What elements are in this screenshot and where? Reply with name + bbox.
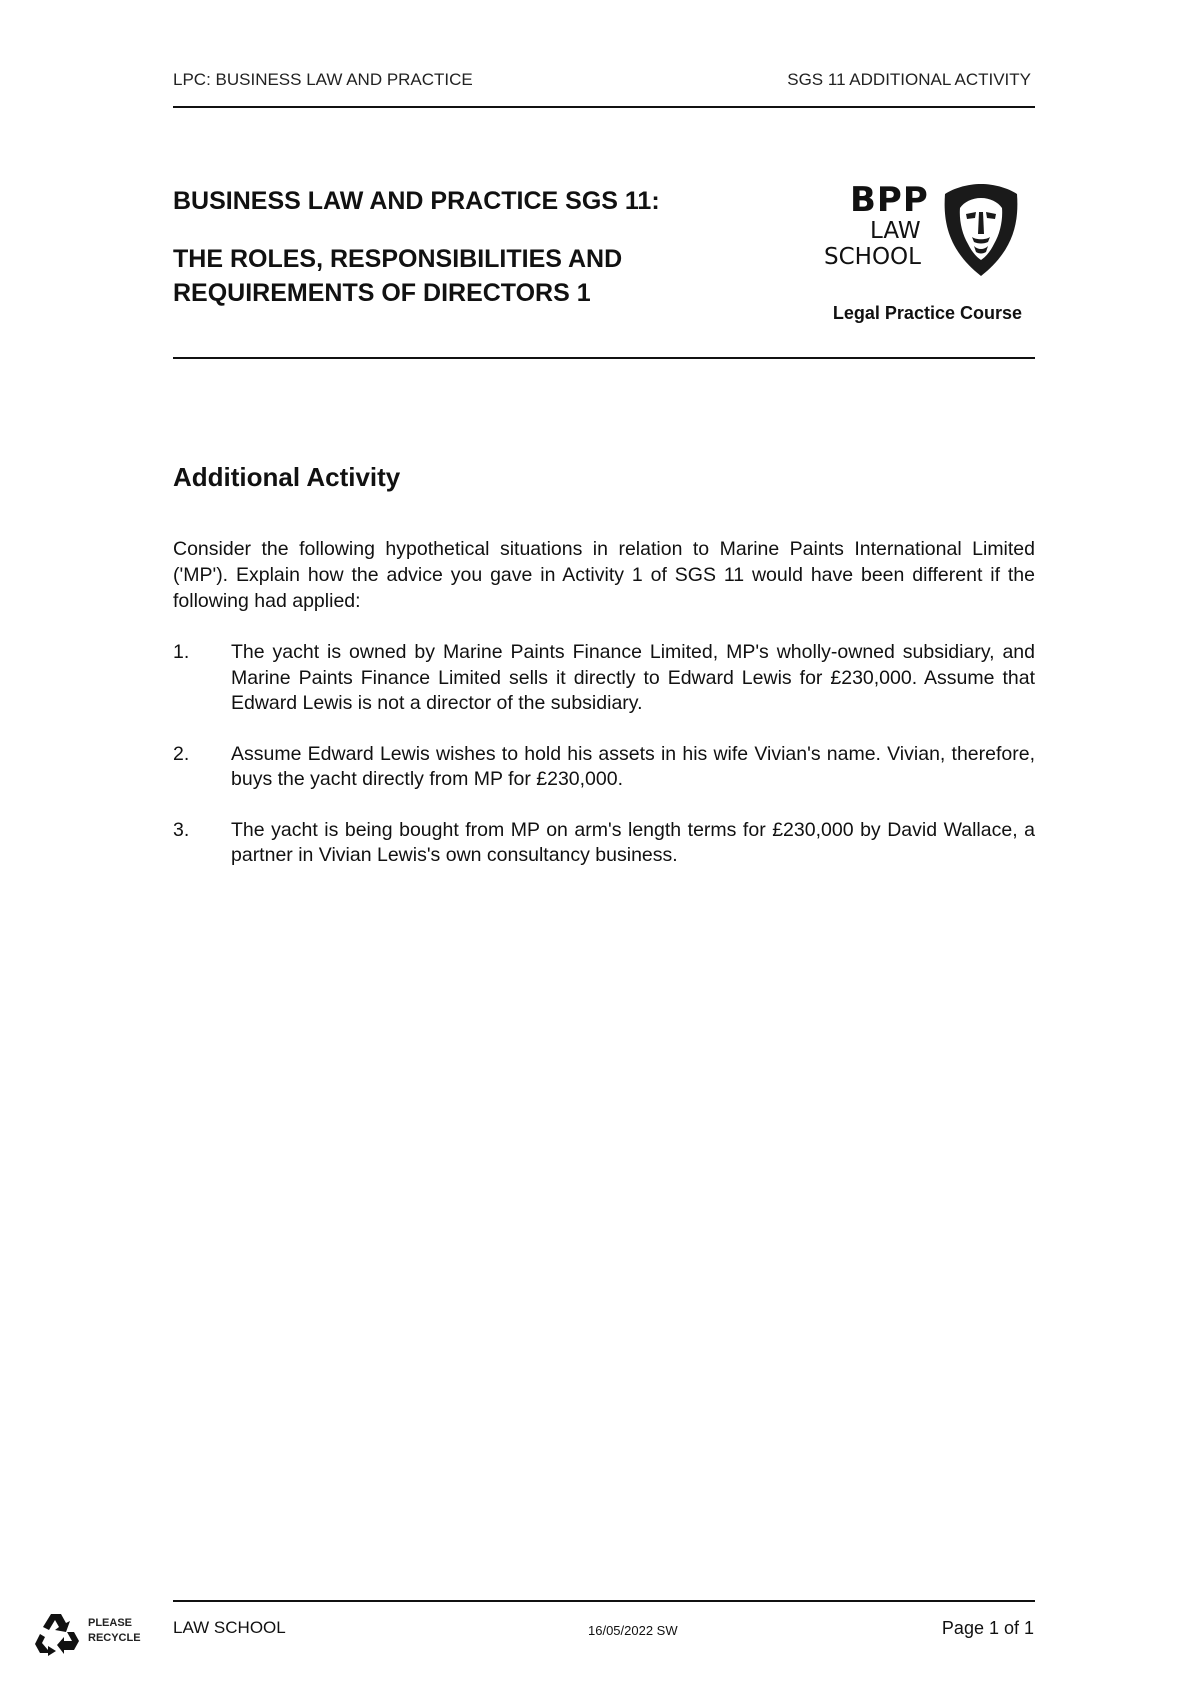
section-heading: Additional Activity: [173, 462, 401, 492]
logo-line-bpp: BPP: [850, 180, 929, 220]
footer-date: 16/05/2022 SW: [588, 1623, 678, 1638]
bpp-law-school-logo: [820, 182, 1020, 282]
document-title: BUSINESS LAW AND PRACTICE SGS 11:: [173, 187, 660, 215]
footer-page-number: Page 1 of 1: [941, 1618, 1034, 1638]
list-item-number: 2.: [173, 742, 190, 765]
list-item-number: 3.: [173, 818, 190, 841]
footer-school: LAW SCHOOL: [173, 1618, 286, 1637]
recycle-label-line1: PLEASE: [88, 1617, 133, 1629]
list-item: [173, 640, 1035, 717]
recycle-label-line2: RECYCLE: [88, 1632, 141, 1644]
title-block: [173, 183, 733, 310]
header-rule: [173, 106, 1035, 108]
header-course-title: LPC: BUSINESS LAW AND PRACTICE: [173, 70, 473, 89]
logo-line-school: SCHOOL: [824, 244, 921, 270]
page-footer: [0, 1590, 1200, 1670]
recycle-badge: [34, 1610, 164, 1656]
title-rule: [173, 357, 1035, 359]
recycle-label: [88, 1616, 141, 1646]
list-item: [173, 742, 1035, 793]
list-item: [173, 818, 1035, 869]
list-item-number: 1.: [173, 641, 190, 663]
header-activity-title: SGS 11 ADDITIONAL ACTIVITY: [787, 70, 1031, 89]
recycle-icon: [34, 1610, 80, 1656]
running-header: [173, 70, 1035, 106]
list-item-text: Assume Edward Lewis wishes to hold his assets in his wife Vivian's name. Vivian, therefore, buys the yacht directly from MP for £230,000.: [231, 742, 1035, 790]
intro-paragraph: Consider the following hypothetical situations in relation to Marine Paints International Limited ('MP'). Explain how the advice you gave in Activity 1 of SGS 11 would have been different if the following had applied:: [173, 538, 1035, 612]
lion-shield-icon: [942, 182, 1020, 278]
logo-line-law: LAW: [870, 218, 921, 244]
footer-rule: [173, 1600, 1035, 1602]
list-item-text: The yacht is being bought from MP on arm's length terms for £230,000 by David Wallace, a partner in Vivian Lewis's own consultancy business.: [231, 818, 1035, 866]
logo-tagline: Legal Practice Course: [832, 303, 1022, 323]
activity-list: [173, 640, 1035, 894]
list-item-text: The yacht is owned by Marine Paints Finance Limited, MP's wholly-owned subsidiary, and Marine Paints Finance Limited sells it directly to Edward Lewis for £230,000. Assume that Edward Lewis is not a director of the subsidiary.: [231, 641, 1035, 714]
logo-wordmark: [820, 182, 930, 270]
document-subtitle: THE ROLES, RESPONSIBILITIES AND REQUIREMENTS OF DIRECTORS 1: [173, 245, 623, 307]
